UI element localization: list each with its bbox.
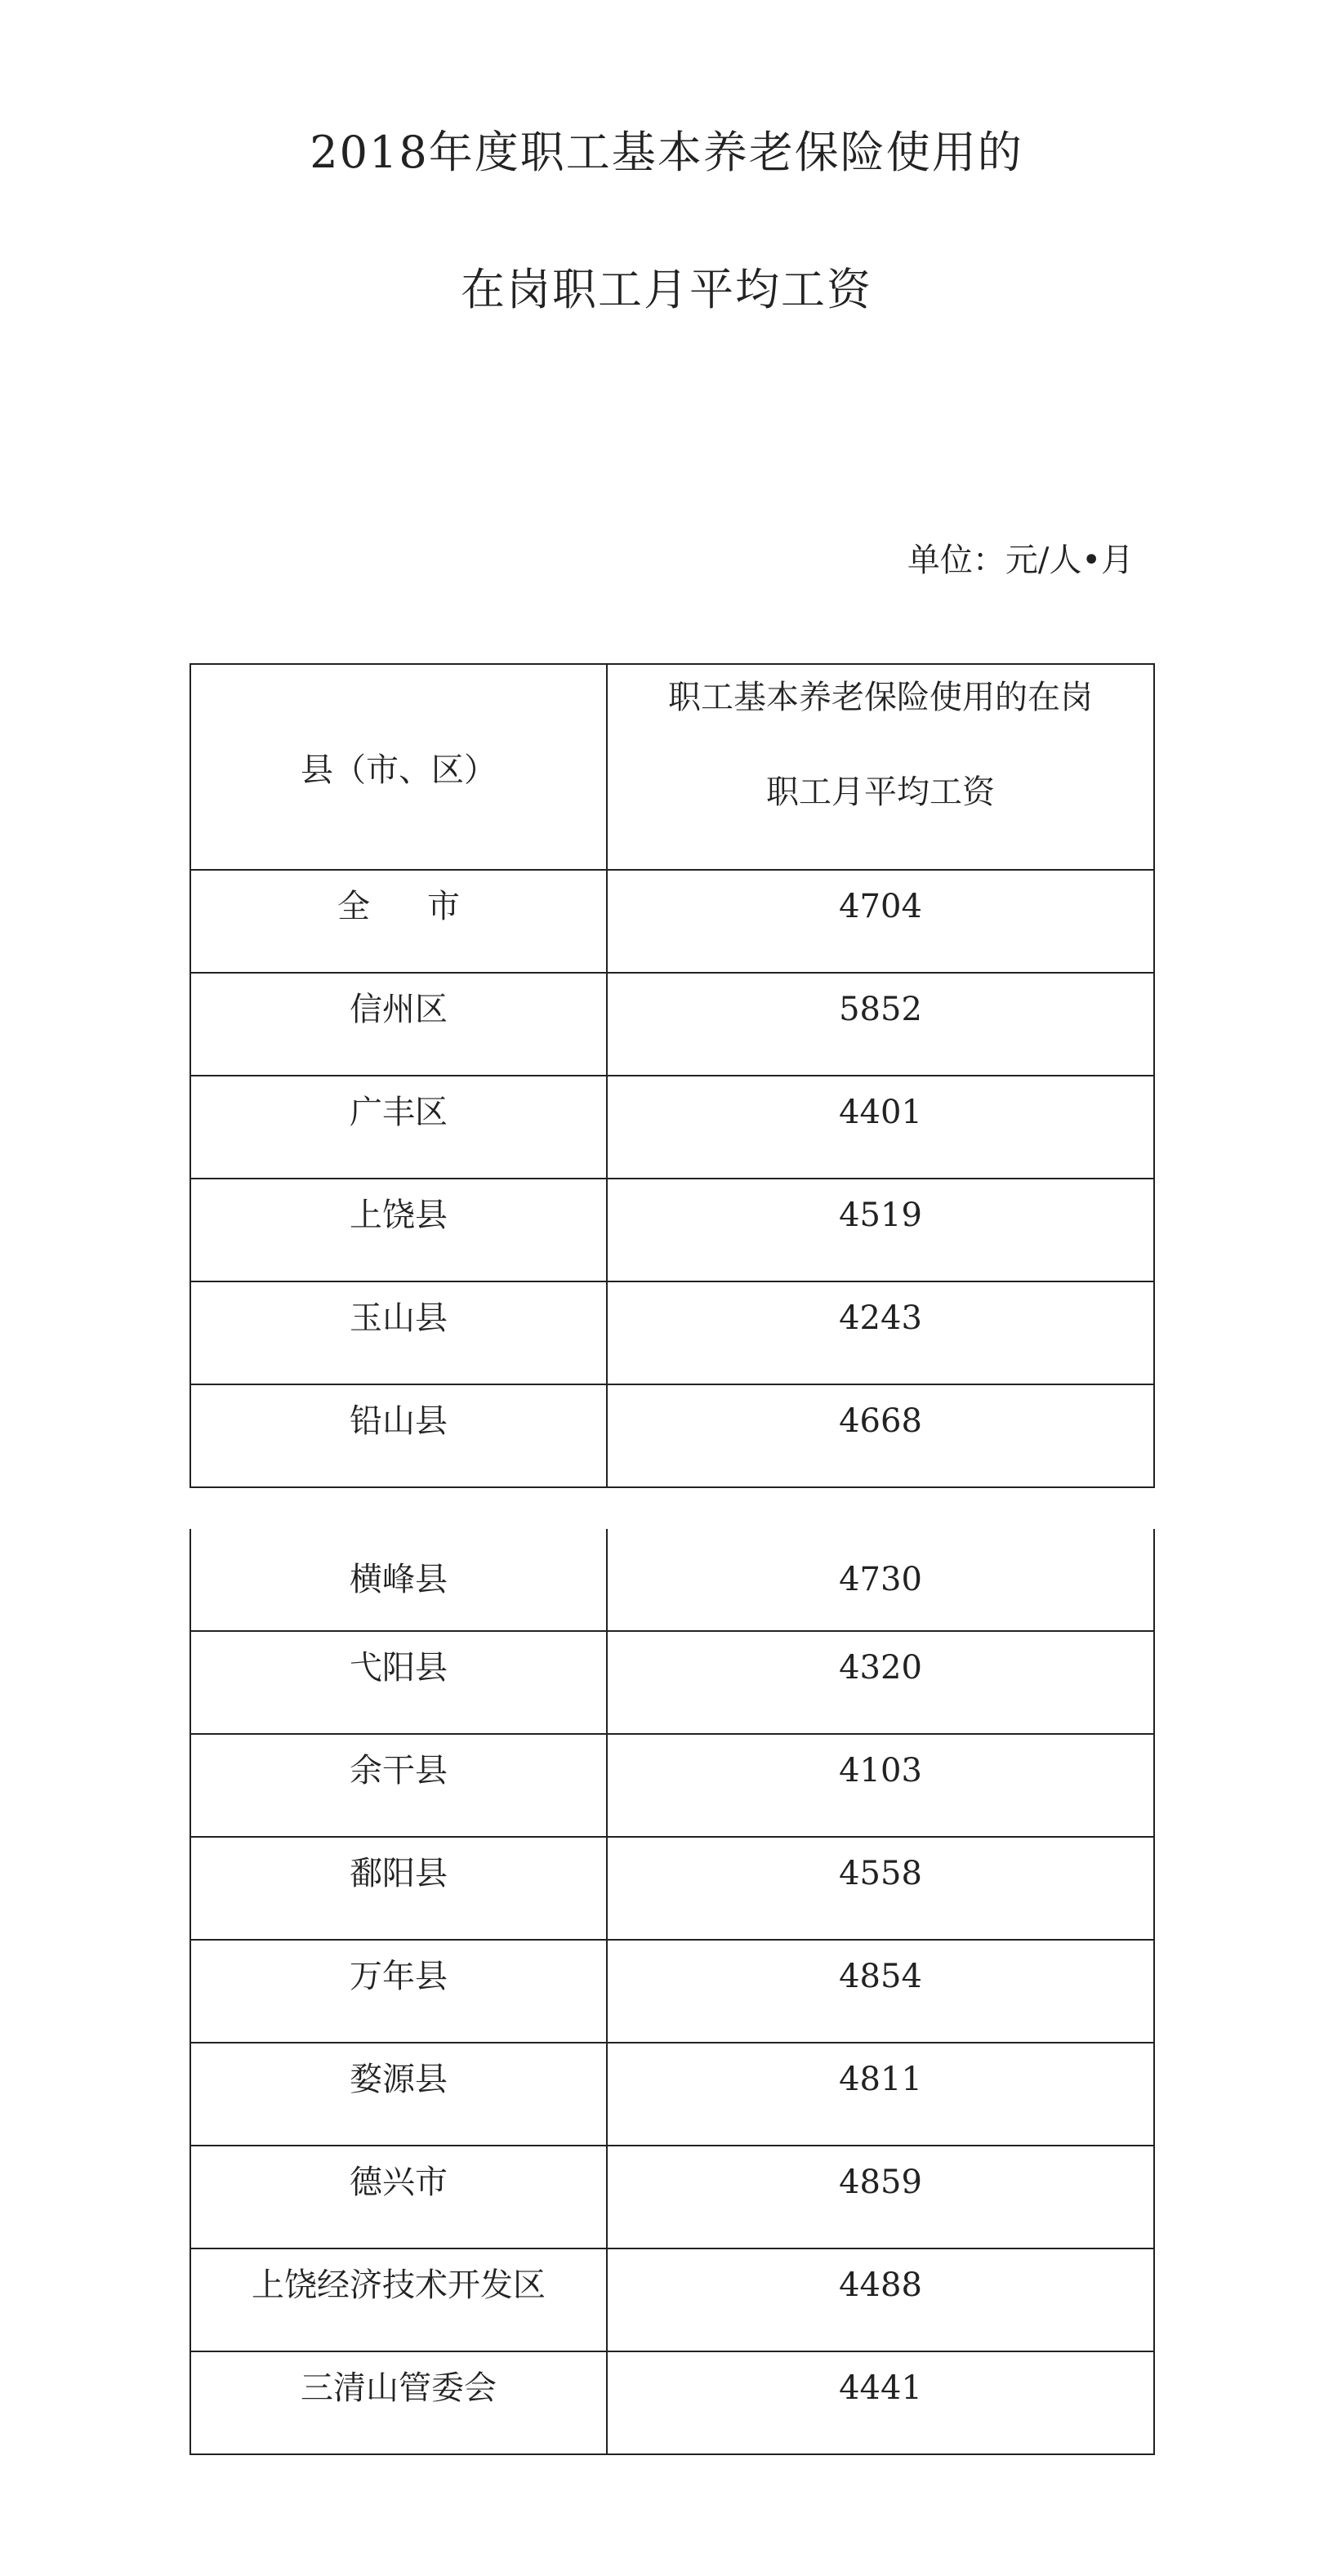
wage-value: 4859 [839, 2164, 922, 2201]
wage-table-part1 [189, 663, 1155, 1488]
table-row [190, 2351, 1154, 2454]
table-row [190, 1940, 1154, 2043]
wage-cell [607, 2248, 1154, 2351]
table-row [190, 1631, 1154, 1734]
wage-value: 4811 [839, 2061, 922, 2098]
wage-value: 4488 [839, 2266, 922, 2304]
region-cell [190, 1384, 607, 1487]
wage-cell [607, 870, 1154, 973]
wage-cell [607, 1281, 1154, 1384]
wage-cell [607, 1631, 1154, 1734]
table-row [190, 973, 1154, 1076]
document-title-line2: 在岗职工月平均工资 [461, 264, 872, 315]
region-name: 横峰县 [350, 1561, 448, 1598]
wage-value: 4441 [839, 2369, 922, 2407]
region-cell [190, 2043, 607, 2146]
region-cell [190, 2248, 607, 2351]
table-row [190, 1529, 1154, 1631]
wage-cell [607, 1384, 1154, 1487]
region-name: 余干县 [350, 1752, 448, 1789]
wage-cell [607, 1076, 1154, 1179]
region-cell [190, 1281, 607, 1384]
region-name: 弋阳县 [350, 1649, 448, 1687]
wage-cell [607, 2043, 1154, 2146]
wage-cell [607, 1179, 1154, 1281]
table-row [190, 1179, 1154, 1281]
region-cell [190, 1940, 607, 2043]
wage-value: 4704 [839, 888, 922, 925]
region-name: 德兴市 [350, 2164, 448, 2201]
table-header-row [190, 664, 1154, 870]
region-cell [190, 2146, 607, 2248]
wage-value: 4668 [839, 1402, 922, 1440]
table-row [190, 1837, 1154, 1940]
region-name: 信州区 [350, 991, 448, 1028]
region-name: 玉山县 [350, 1299, 448, 1337]
header-region: 县（市、区） [190, 664, 607, 870]
table-row [190, 2146, 1154, 2248]
region-name: 鄱阳县 [350, 1855, 448, 1892]
table-row [190, 1734, 1154, 1837]
table-row [190, 870, 1154, 973]
region-name: 全市 [337, 888, 517, 925]
header-wage-line1: 职工基本养老保险使用的在岗 [668, 679, 1093, 716]
wage-value: 4519 [839, 1197, 922, 1234]
region-name: 三清山管委会 [301, 2369, 497, 2407]
region-name: 万年县 [350, 1958, 448, 1995]
region-cell [190, 1179, 607, 1281]
wage-cell [607, 1734, 1154, 1837]
wage-value: 4558 [839, 1855, 922, 1892]
region-name: 婺源县 [350, 2061, 448, 2098]
region-cell [190, 1529, 607, 1631]
region-cell [190, 1837, 607, 1940]
table-row [190, 1384, 1154, 1487]
wage-cell [607, 1529, 1154, 1631]
region-cell [190, 870, 607, 973]
region-name: 广丰区 [350, 1094, 448, 1131]
wage-table-part2 [189, 1529, 1155, 2455]
document-title-line1: 2018年度职工基本养老保险使用的 [310, 127, 1023, 178]
table-row [190, 2248, 1154, 2351]
region-cell [190, 973, 607, 1076]
region-name: 上饶县 [350, 1197, 448, 1234]
unit-label: 单位：元/人•月 [907, 541, 1134, 579]
wage-cell [607, 1940, 1154, 2043]
wage-cell [607, 2146, 1154, 2248]
wage-value: 4854 [839, 1958, 922, 1995]
region-cell [190, 2351, 607, 2454]
wage-cell [607, 2351, 1154, 2454]
table-row [190, 1076, 1154, 1179]
header-wage [607, 664, 1154, 870]
wage-value: 4401 [839, 1094, 922, 1131]
header-wage-line2: 职工月平均工资 [766, 773, 995, 811]
region-cell [190, 1631, 607, 1734]
table-row [190, 2043, 1154, 2146]
table-row [190, 1281, 1154, 1384]
wage-value: 4730 [839, 1561, 922, 1598]
region-cell [190, 1734, 607, 1837]
wage-value: 4103 [839, 1752, 922, 1789]
wage-value: 4243 [839, 1299, 922, 1337]
wage-value: 4320 [839, 1649, 922, 1687]
wage-value: 5852 [839, 991, 922, 1028]
region-cell [190, 1076, 607, 1179]
region-name: 上饶经济技术开发区 [252, 2266, 546, 2304]
region-name: 铅山县 [350, 1402, 448, 1440]
wage-cell [607, 973, 1154, 1076]
wage-cell [607, 1837, 1154, 1940]
